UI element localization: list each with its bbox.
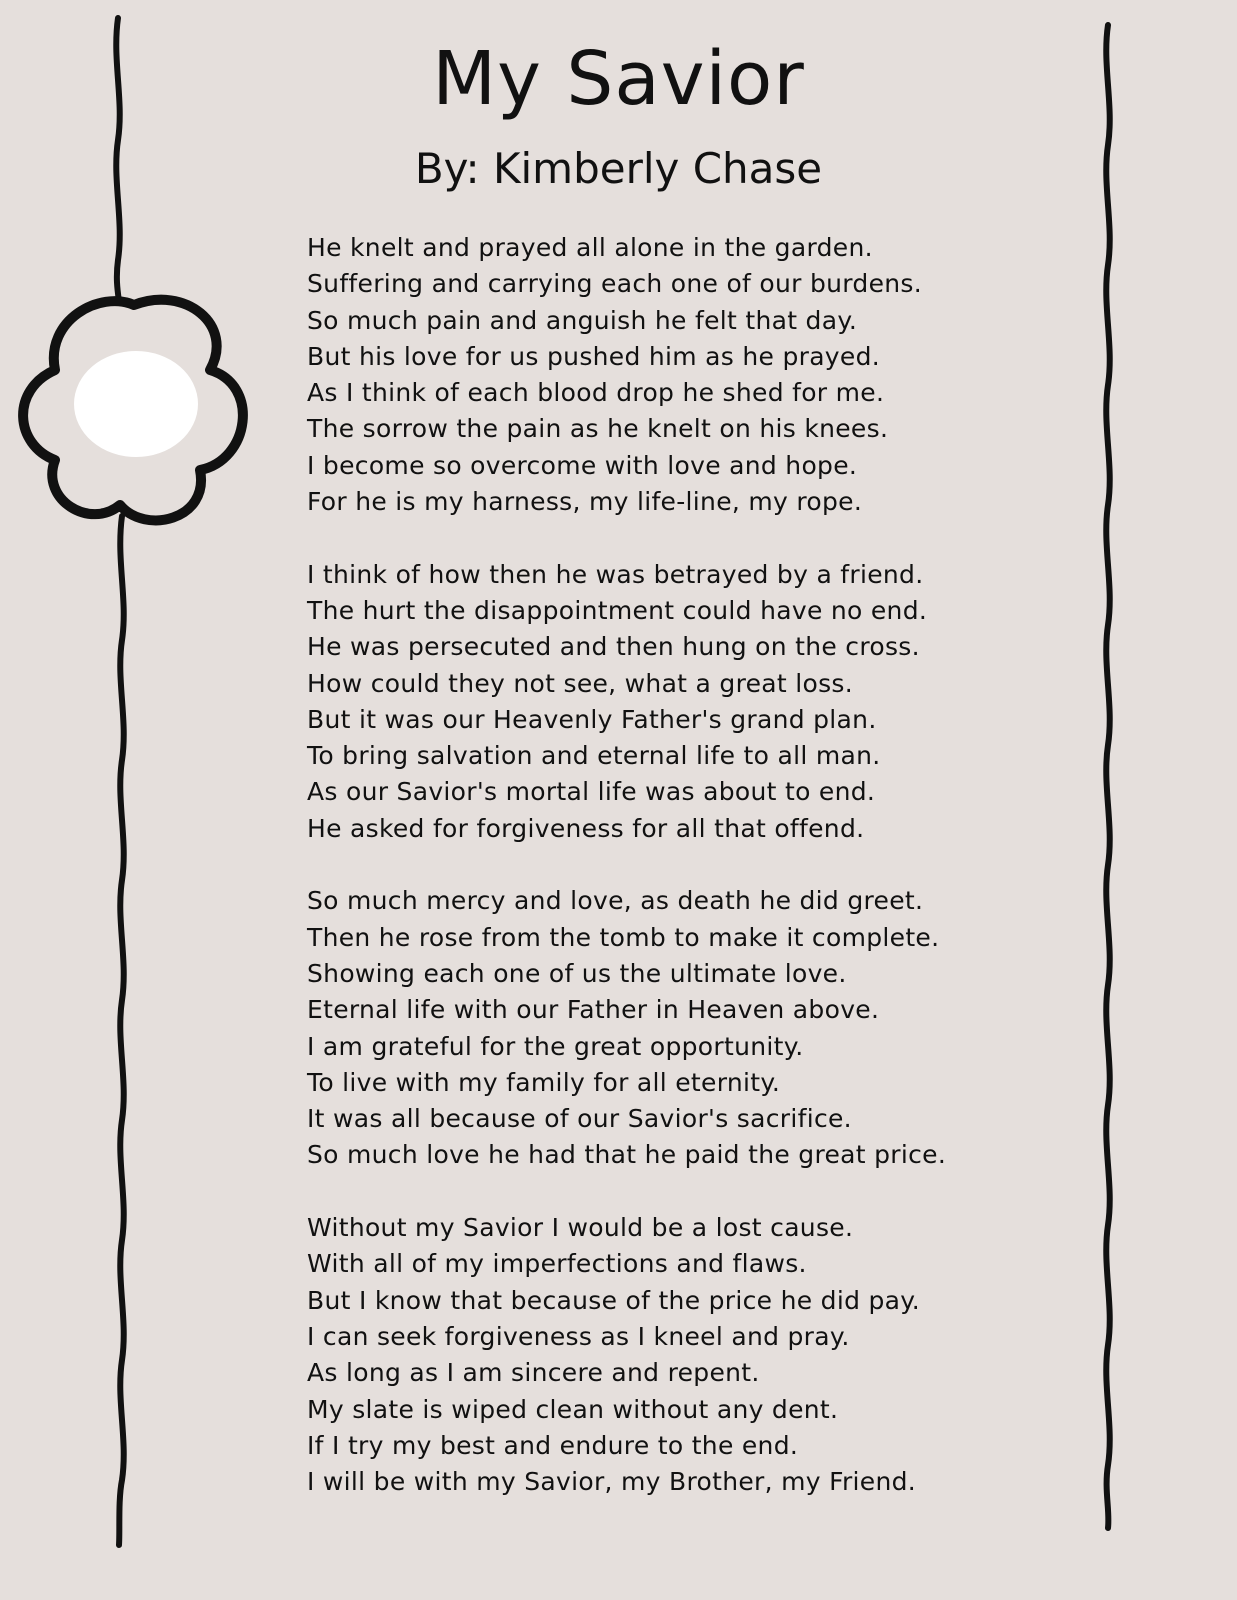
poem-line: For he is my harness, my life-line, my rope. xyxy=(307,487,863,517)
poem-line: I become so overcome with love and hope. xyxy=(307,450,858,480)
poem-line: To live with my family for all eternity. xyxy=(307,1067,781,1097)
poem-line: My slate is wiped clean without any dent. xyxy=(307,1394,839,1424)
poem-line: But it was our Heavenly Father's grand plan. xyxy=(307,704,877,734)
poem-author: By: Kimberly Chase xyxy=(414,144,823,193)
poem-line: Suffering and carrying each one of our burdens. xyxy=(307,269,922,299)
poem-line: Without my Savior I would be a lost cause. xyxy=(307,1213,854,1243)
stanza-4 xyxy=(307,1210,1067,1500)
poem-line: So much mercy and love, as death he did greet. xyxy=(307,886,924,916)
flower-center xyxy=(74,351,198,457)
poem-line: As our Savior's mortal life was about to end. xyxy=(307,777,876,807)
poem-line: He knelt and prayed all alone in the garden. xyxy=(307,233,873,262)
poem-line: As long as I am sincere and repent. xyxy=(307,1358,760,1388)
poem-line: As I think of each blood drop he shed for me. xyxy=(307,378,885,408)
poem-line: I can seek forgiveness as I kneel and pray. xyxy=(307,1321,850,1351)
poem-line: I will be with my Savior, my Brother, my Friend. xyxy=(307,1467,917,1497)
poem-line: The hurt the disappointment could have no end. xyxy=(307,595,928,625)
poem-line: With all of my imperfections and flaws. xyxy=(307,1249,807,1279)
poem-line: I am grateful for the great opportunity. xyxy=(307,1031,804,1061)
poem-line: He asked for forgiveness for all that offend. xyxy=(307,813,865,843)
right-wavy-line xyxy=(1106,25,1109,1528)
poem-line: Then he rose from the tomb to make it complete. xyxy=(307,922,940,952)
poem-line: But I know that because of the price he did pay. xyxy=(307,1285,921,1315)
flower-icon xyxy=(23,300,243,521)
poem-title: My Savior xyxy=(432,36,805,122)
poem-line: Eternal life with our Father in Heaven above. xyxy=(307,995,880,1025)
poem-line: So much love he had that he paid the great price. xyxy=(307,1140,947,1170)
left-wavy-line-bottom xyxy=(119,516,124,1545)
poem-line: To bring salvation and eternal life to all man. xyxy=(307,741,881,771)
poem-line: He was persecuted and then hung on the cross. xyxy=(307,632,920,662)
stanza-2 xyxy=(307,557,1067,847)
poem-line: I think of how then he was betrayed by a friend. xyxy=(307,559,924,589)
poem-line: So much pain and anguish he felt that day. xyxy=(307,305,858,335)
stanza-3 xyxy=(307,883,1067,1173)
stanza-1 xyxy=(307,230,1067,520)
poem-line: But his love for us pushed him as he prayed. xyxy=(307,341,881,371)
poem-line: It was all because of our Savior's sacrifice. xyxy=(307,1104,852,1134)
poem-body xyxy=(307,230,1067,1537)
poem-line: Showing each one of us the ultimate love. xyxy=(307,958,847,988)
poem-line: If I try my best and endure to the end. xyxy=(307,1430,799,1460)
poem-line: The sorrow the pain as he knelt on his knees. xyxy=(307,414,889,444)
poem-line: How could they not see, what a great loss. xyxy=(307,668,853,698)
